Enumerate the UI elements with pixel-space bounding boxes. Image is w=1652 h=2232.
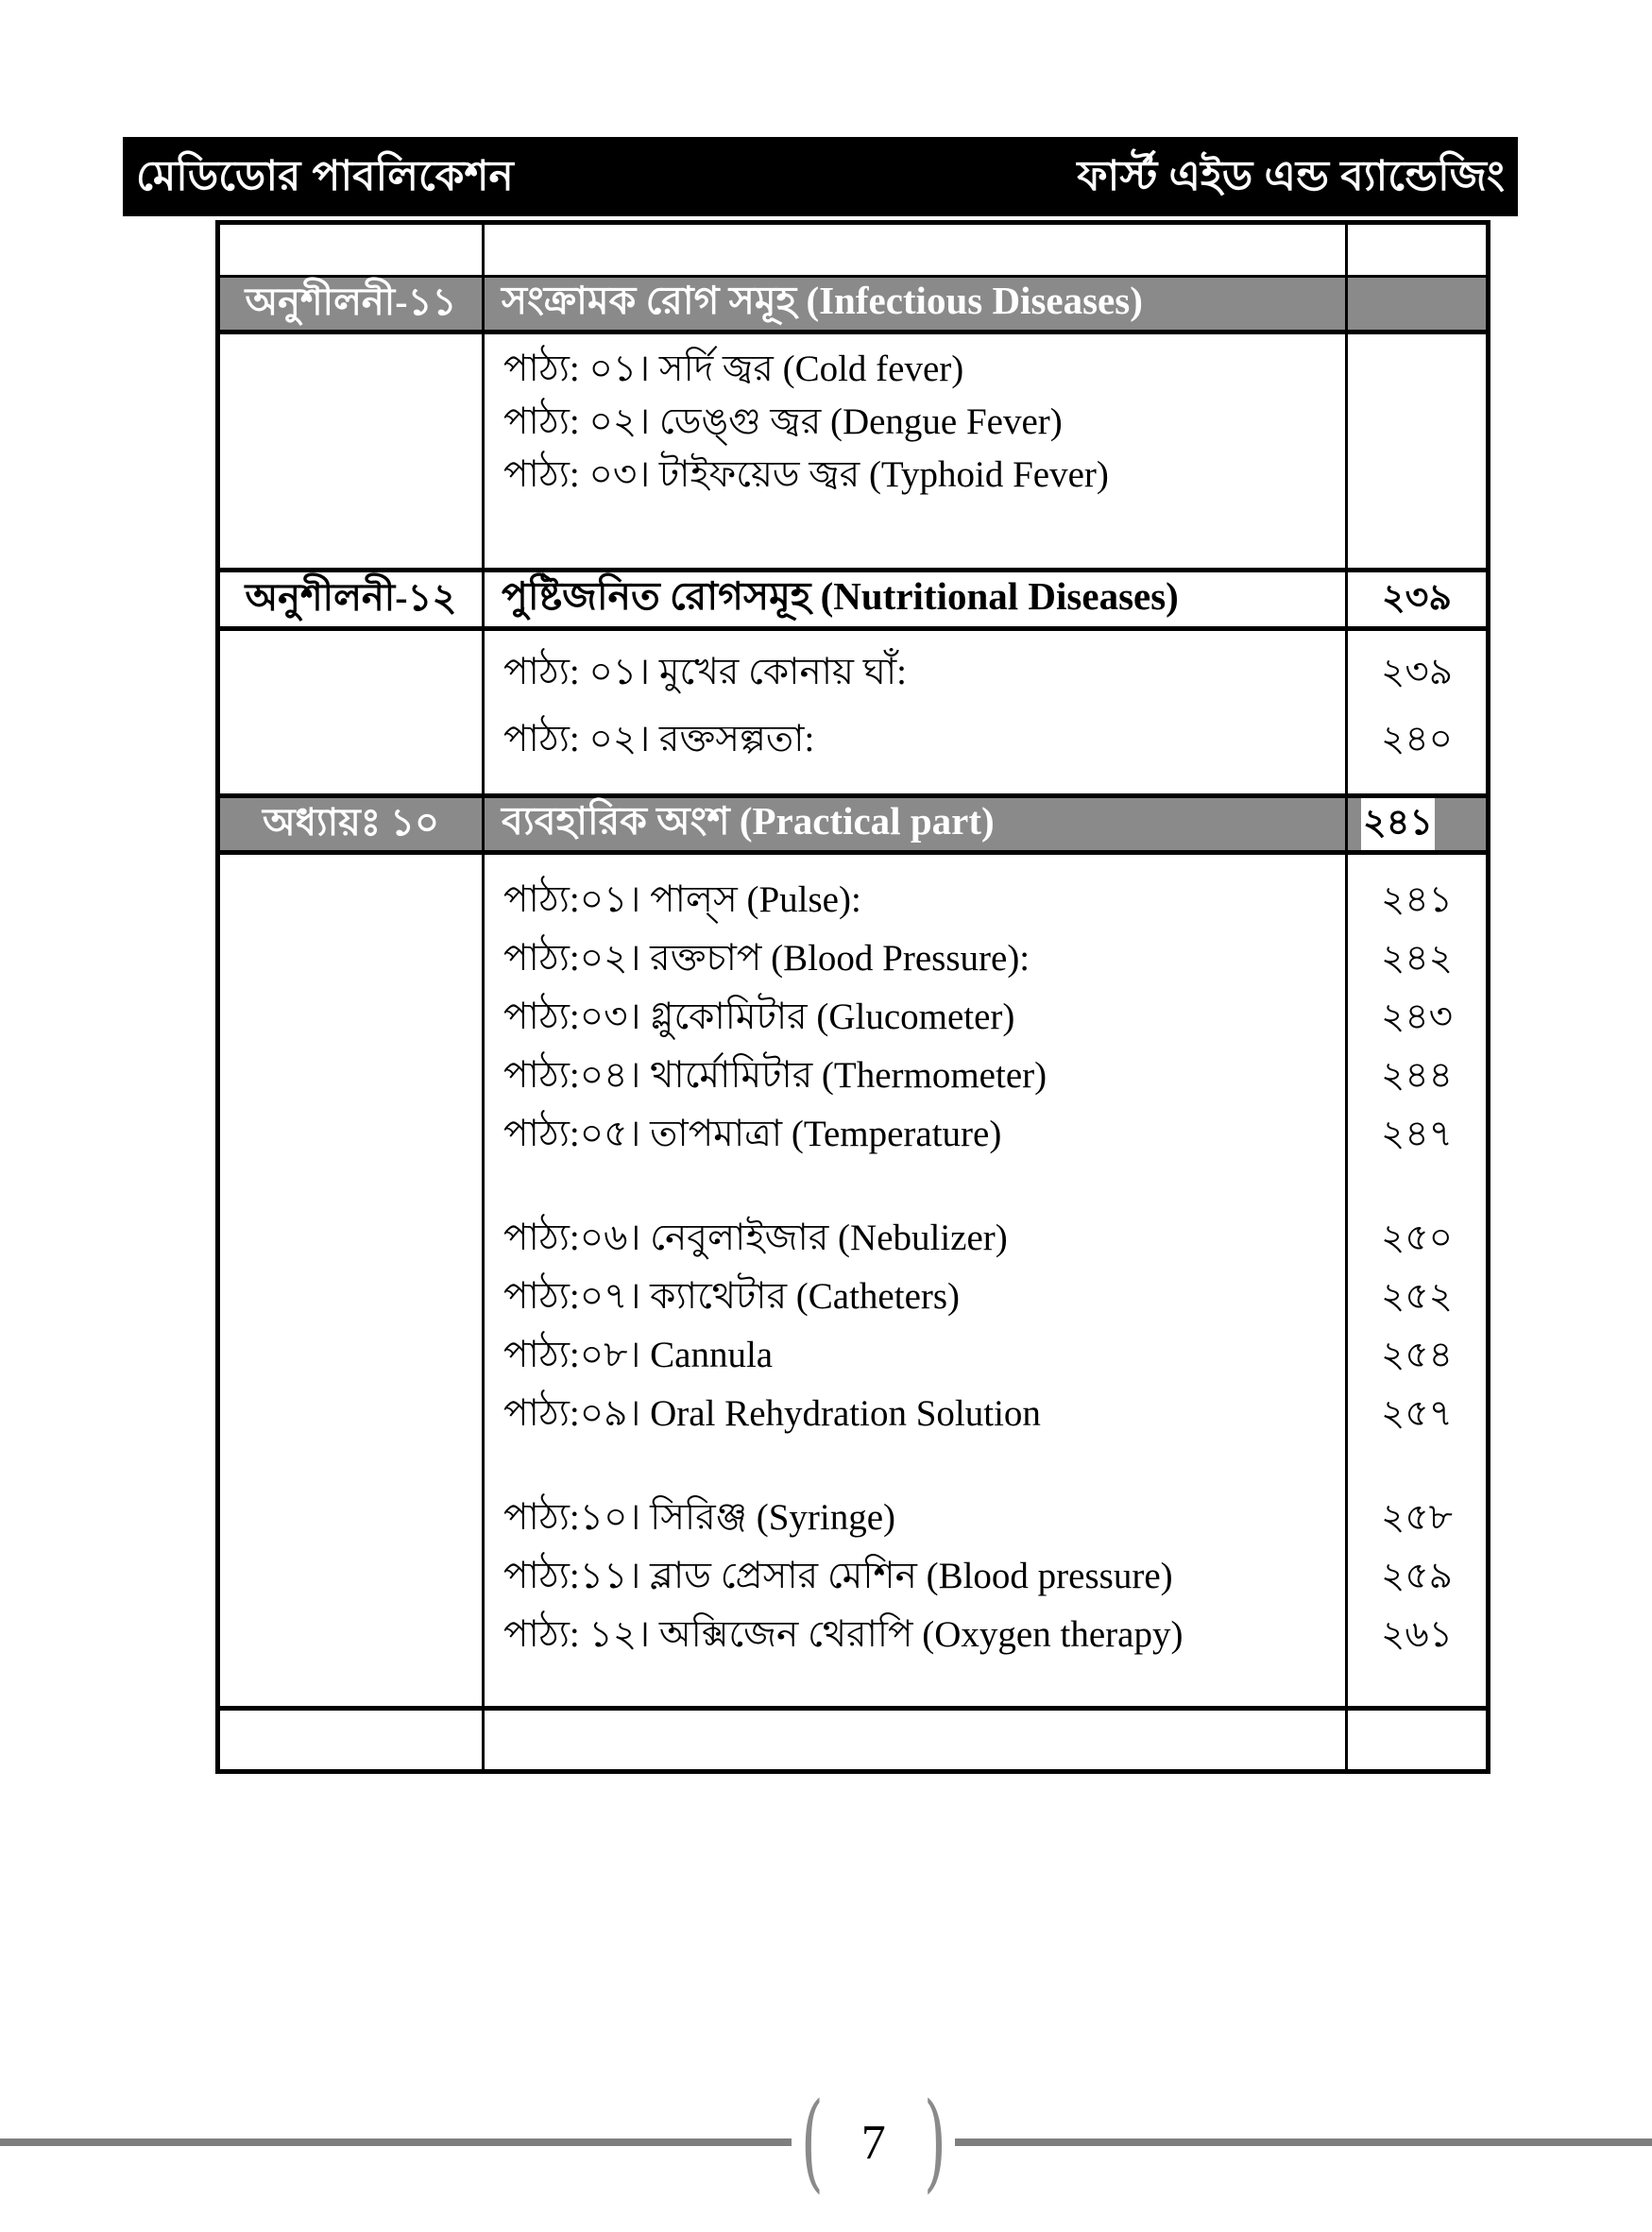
toc-entry: পাঠ্য:০৮। Cannula [503,1334,774,1375]
toc-entry-page: ২৫৭ [1380,1392,1454,1434]
toc-entry-page: ২৫৮ [1381,1496,1453,1538]
section-title: সংক্রামক রোগ সমূহ (Infectious Diseases) [485,278,1348,330]
list-gap [503,1165,1345,1210]
lesson-list-cell [485,855,1348,1706]
section-label: অধ্যায়ঃ ১০ [220,798,485,850]
spacer-row [220,1711,1486,1769]
list-gap [1348,1165,1486,1210]
toc-entry-page [1348,397,1486,450]
lesson-list-cell [485,334,1348,568]
empty-cell [220,225,485,275]
list-gap [1348,1444,1486,1490]
toc-entry-page: ২৫৯ [1381,1555,1453,1596]
toc-entry: পাঠ্য:০৬। নেবুলাইজার (Nebulizer) [503,1217,1008,1258]
chapter-label-cell [220,334,485,568]
toc-entry: পাঠ্য:০৪। থার্মোমিটার (Thermometer) [503,1054,1047,1096]
empty-cell [1348,1711,1486,1769]
empty-cell [1348,225,1486,275]
toc-table [215,220,1490,1774]
page-list-cell [1348,334,1486,568]
section-page: ২৩৯ [1381,577,1453,618]
toc-entry-page [1348,450,1486,503]
toc-entry: পাঠ্য: ০২। রক্তসল্পতা: [503,719,815,759]
toc-entry-page: ২৩৯ [1380,652,1454,692]
section-row [220,572,1486,631]
lessons-row [220,334,1486,572]
page-number: 7 [860,2115,886,2170]
toc-entry-page: ২৪৩ [1380,996,1454,1037]
toc-entry: পাঠ্য:১১। ব্লাড প্রেসার মেশিন (Blood pressure) [503,1555,1173,1596]
section-row [220,278,1486,334]
lessons-row [220,855,1486,1711]
toc-entry: পাঠ্য:০২। রক্তচাপ (Blood Pressure): [503,937,1030,979]
left-bracket-ornament: ( [800,2081,824,2204]
highlighted-page-number: ২৪১ [1361,798,1435,850]
title-bar [123,137,1518,216]
section-row [220,798,1486,855]
toc-entry-page [1348,344,1486,397]
toc-entry: পাঠ্য: ০১। মুখের কোনায় ঘাঁ: [503,652,907,692]
toc-entry-page: ২৫০ [1380,1217,1454,1258]
toc-entry: পাঠ্য:০১। পাল্স (Pulse): [503,878,861,920]
spacer-row [220,225,1486,278]
chapter-label-cell [220,855,485,1706]
toc-entry: পাঠ্য: ০৩। টাইফয়েড জ্বর (Typhoid Fever) [503,453,1109,495]
right-bracket-ornament: ) [923,2081,946,2204]
page-list-cell [1348,631,1486,793]
toc-entry: পাঠ্য: ০২। ডেঙ্গু জ্বর (Dengue Fever) [503,400,1063,442]
book-title: ফার্স্ট এইড এন্ড ব্যান্ডেজিং [1077,153,1505,199]
toc-entry-page: ২৫২ [1380,1275,1454,1317]
section-label: অনুশীলনী-১১ [220,278,485,330]
toc-entry: পাঠ্য:০৯। Oral Rehydration Solution [503,1392,1041,1434]
toc-entry: পাঠ্য:০৭। ক্যাথেটার (Catheters) [503,1275,961,1317]
toc-entry-page: ২৪০ [1380,719,1454,759]
list-gap [503,1444,1345,1490]
empty-cell [485,225,1348,275]
toc-entry-page: ২৬১ [1380,1613,1454,1655]
toc-entry: পাঠ্য: ০১। সর্দি জ্বর (Cold fever) [503,348,964,389]
toc-entry: পাঠ্য:১০। সিরিঞ্জ (Syringe) [503,1496,896,1538]
lessons-row [220,631,1486,798]
section-title: পুষ্টিজনিত রোগসমূহ (Nutritional Diseases) [485,572,1348,626]
empty-cell [485,1711,1348,1769]
toc-entry: পাঠ্য: ১২। অক্সিজেন থেরাপি (Oxygen therapy) [503,1613,1184,1655]
toc-entry-page: ২৪৭ [1380,1113,1454,1154]
chapter-label-cell [220,631,485,793]
empty-cell [220,1711,485,1769]
lesson-list-cell [485,631,1348,793]
footer-rule-right [955,2138,1652,2146]
section-page [1348,798,1486,850]
toc-entry-page: ২৪২ [1380,937,1454,979]
section-page [1348,278,1486,330]
section-label: অনুশীলনী-১২ [220,572,485,626]
toc-entry-page: ২৫৪ [1381,1334,1453,1375]
publisher-title: মেডিডোর পাবলিকেশন [136,153,514,199]
toc-entry: পাঠ্য:০৩। গ্লুকোমিটার (Glucometer) [503,996,1015,1037]
toc-entry-page: ২৪৪ [1381,1054,1453,1096]
footer-rule-left [0,2138,792,2146]
page-footer [0,2081,1652,2204]
page-list-cell [1348,855,1486,1706]
toc-entry: পাঠ্য:০৫। তাপমাত্রা (Temperature) [503,1113,1002,1154]
section-title: ব্যবহারিক অংশ (Practical part) [485,798,1348,850]
toc-entry-page: ২৪১ [1381,878,1453,920]
